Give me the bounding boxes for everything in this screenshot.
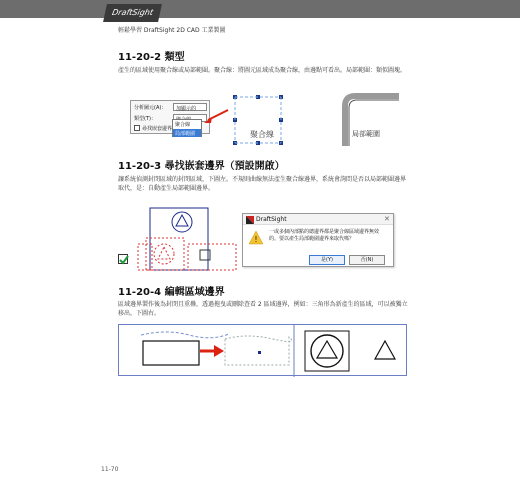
red-arrow-pointer [200, 108, 230, 128]
section-heading-nested: 11-20-3 尋找嵌套邊界（預設開啟） [118, 161, 285, 172]
type-option-region[interactable]: 局部範圍 [175, 131, 196, 137]
dialog-message: 一或多個內部點的總邊界都是聚合線區域邊界無效的。要以產生局部範圍邊界來取代嗎？ [269, 229, 380, 242]
dialog-close-icon[interactable]: ✕ [384, 215, 390, 223]
section-heading-edit: 11-20-4 編輯區域邊界 [118, 287, 225, 298]
book-title: 輕鬆學習 DraftSight 2D CAD 工業製圖 [118, 27, 226, 34]
draftsight-logo-icon [246, 216, 254, 224]
section-heading-types: 11-20-2 類型 [118, 52, 185, 63]
type-option-polyline[interactable]: 聚合線 [175, 122, 191, 128]
nested-boundary-checkbox[interactable] [134, 125, 140, 131]
analyze-select-value: 加顯示的 [176, 106, 197, 112]
page-number: 11-70 [101, 466, 119, 473]
warning-icon [249, 231, 263, 244]
header-band [0, 0, 520, 18]
dialog-yes-button[interactable]: 是(Y) [309, 255, 345, 265]
section-paragraph-nested: 讓系統偵測封閉區域的封閉區域，下圖左。不規則曲線無法產生聚合線邊界，系統會詢問是否以局部範圍邊界取代，是：自動產生局部範圍邊界。 [118, 176, 407, 192]
region-figure [343, 94, 401, 148]
edit-boundary-figure [118, 324, 407, 376]
section-paragraph-edit: 區域邊界製作後為封閉且重疊，透過拖曳或刪除查看 2 區域邊界，例如：三角形為新產生的區域，可以被獨立移出，下圖右。 [118, 301, 408, 317]
dialog-no-button[interactable]: 否(N) [349, 255, 385, 265]
header-tab: DraftSight [103, 4, 162, 22]
edit-arrow-icon [200, 345, 224, 357]
type-label: 類型(T)： [134, 116, 156, 122]
polyline-figure [233, 95, 283, 147]
region-caption: 局部範圍 [352, 130, 380, 138]
dialog-titlebar [243, 214, 393, 225]
section-paragraph-types: 產生的區域使用聚合線或局部範圍。聚合線：將圖元區域成為聚合線，由邊點可看出。局部範圍：類似圖塊。 [118, 67, 407, 74]
dialog-title: DraftSight [256, 216, 287, 223]
nested-boundary-check-icon [118, 254, 128, 264]
polyline-caption: 聚合線 [250, 130, 274, 139]
draftsight-dialog [242, 213, 394, 267]
analyze-label: 分析圖元(A)： [134, 105, 167, 111]
nested-boundary-figure [118, 208, 238, 270]
svg-text:!: ! [254, 235, 258, 244]
type-dropdown-list [172, 119, 202, 137]
nested-boundary-label: 尋找嵌套邊界 [142, 126, 173, 132]
